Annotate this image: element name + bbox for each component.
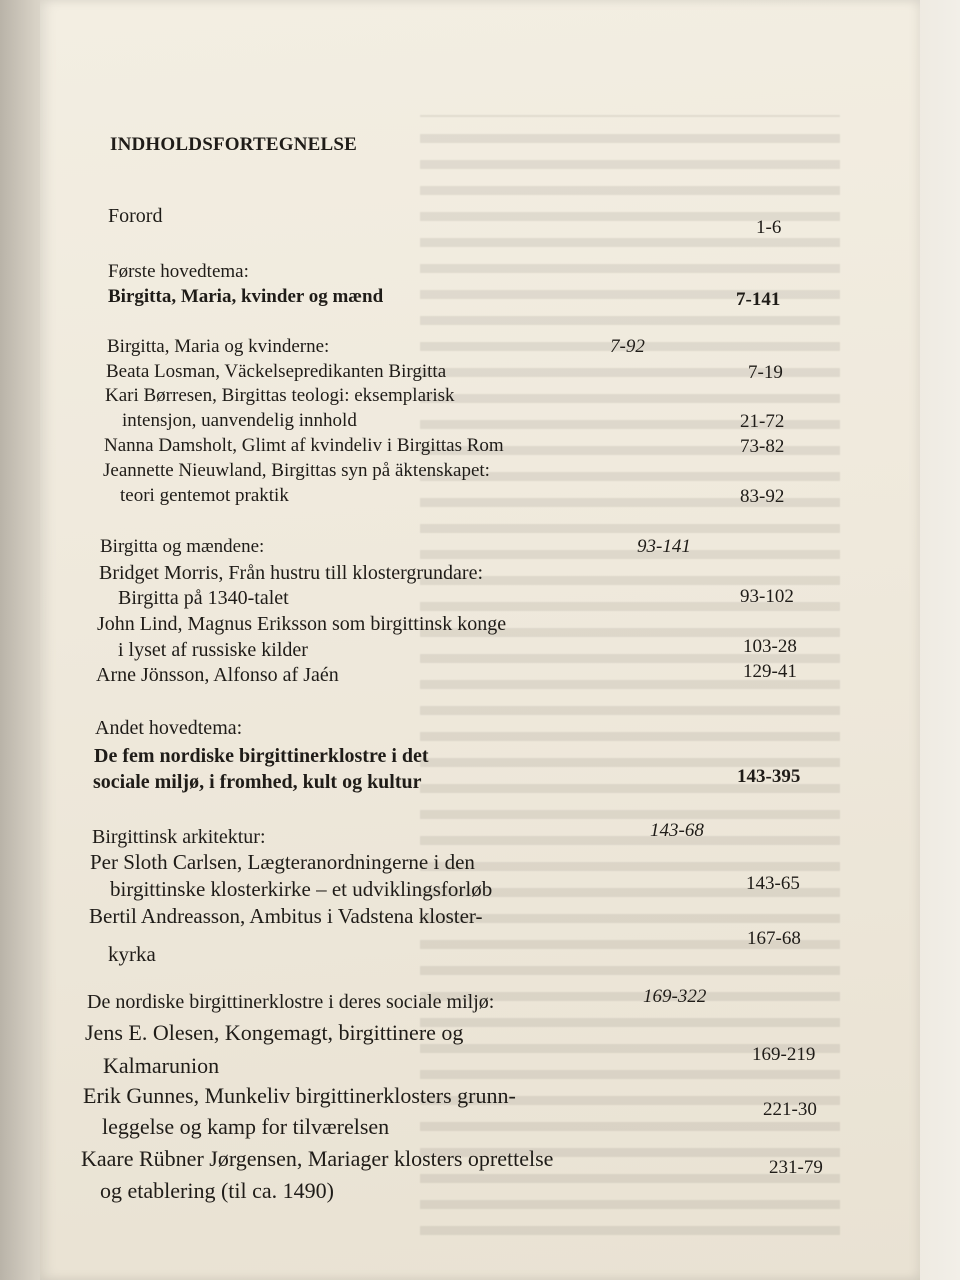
toc-entry-text: Nanna Damsholt, Glimt af kvindeliv i Birgittas Rom xyxy=(104,435,504,456)
toc-entry-text-cont: intensjon, uanvendelig innhold xyxy=(122,410,357,431)
subsection-pages: 7-92 xyxy=(610,336,645,357)
section-pages: 143-395 xyxy=(737,766,801,787)
toc-entry-text-cont: og etablering (til ca. 1490) xyxy=(100,1178,334,1203)
toc-entry-text: Arne Jönsson, Alfonso af Jaén xyxy=(96,664,339,686)
toc-entry-text: Bertil Andreasson, Ambitus i Vadstena kloster- xyxy=(89,904,483,928)
toc-entry-text: John Lind, Magnus Eriksson som birgittinsk konge xyxy=(97,613,507,635)
toc-entry-text: Kaare Rübner Jørgensen, Mariager klosters oprettelse xyxy=(81,1146,554,1171)
toc-entry-text-cont: kyrka xyxy=(108,942,156,966)
section-title-cont: sociale miljø, i fromhed, kult og kultur xyxy=(93,771,422,793)
section-pages: 7-141 xyxy=(736,289,781,310)
toc-entry-text-cont: Kalmarunion xyxy=(103,1053,220,1078)
toc-entry-page: 169-219 xyxy=(752,1044,816,1065)
toc-entry-text: Per Sloth Carlsen, Lægteranordningerne i den xyxy=(90,850,475,874)
toc-entry-text-cont: birgittinske klosterkirke – et udviklingsforløb xyxy=(110,877,493,901)
subsection-pages: 169-322 xyxy=(643,986,707,1007)
toc-entry-text-cont: teori gentemot praktik xyxy=(120,485,289,506)
subsection-heading: Birgittinsk arkitektur: xyxy=(92,826,266,848)
toc-entry-page: 1-6 xyxy=(756,217,782,238)
toc-entry-page: 21-72 xyxy=(740,411,785,432)
toc-entry-text: Kari Børresen, Birgittas teologi: eksemplarisk xyxy=(105,385,455,406)
toc-entry-page: 7-19 xyxy=(748,362,783,383)
toc-entry-page: 231-79 xyxy=(769,1157,823,1178)
subsection-heading: De nordiske birgittinerklostre i deres sociale miljø: xyxy=(87,991,495,1013)
toc-entry-text-cont: Birgitta på 1340-talet xyxy=(118,587,289,609)
toc-entry-page: 73-82 xyxy=(740,436,785,457)
page-title: INDHOLDSFORTEGNELSE xyxy=(110,134,358,155)
toc-entry-page: 103-28 xyxy=(743,636,797,657)
subsection-heading: Birgitta, Maria og kvinderne: xyxy=(107,336,330,357)
toc-entry-text: Erik Gunnes, Munkeliv birgittinerklosters grunn- xyxy=(83,1083,516,1108)
section-label: Første hovedtema: xyxy=(108,261,249,282)
toc-entry-text: Beata Losman, Väckelsepredikanten Birgitta xyxy=(106,361,447,382)
subsection-pages: 93-141 xyxy=(637,536,691,557)
section-title: Birgitta, Maria, kvinder og mænd xyxy=(108,286,384,307)
toc-entry-text: Bridget Morris, Från hustru till klostergrundare: xyxy=(99,562,484,584)
toc-entry-text-cont: i lyset af russiske kilder xyxy=(118,639,308,661)
book-page xyxy=(40,0,920,1280)
toc-entry-page: 129-41 xyxy=(743,661,797,682)
toc-entry-text: Forord xyxy=(108,205,163,227)
toc-entry-page: 221-30 xyxy=(763,1099,817,1120)
section-label: Andet hovedtema: xyxy=(95,717,243,739)
toc-entry-page: 167-68 xyxy=(747,928,801,949)
toc-entry-text-cont: leggelse og kamp for tilværelsen xyxy=(102,1114,390,1139)
subsection-pages: 143-68 xyxy=(650,820,704,841)
toc-entry-page: 83-92 xyxy=(740,486,785,507)
toc-entry-text: Jeannette Nieuwland, Birgittas syn på äktenskapet: xyxy=(103,460,490,481)
toc-entry-page: 143-65 xyxy=(746,873,800,894)
toc-entry-text: Jens E. Olesen, Kongemagt, birgittinere og xyxy=(85,1020,464,1045)
section-title: De fem nordiske birgittinerklostre i det xyxy=(94,745,429,767)
toc-entry-page: 93-102 xyxy=(740,586,794,607)
subsection-heading: Birgitta og mændene: xyxy=(100,536,265,557)
